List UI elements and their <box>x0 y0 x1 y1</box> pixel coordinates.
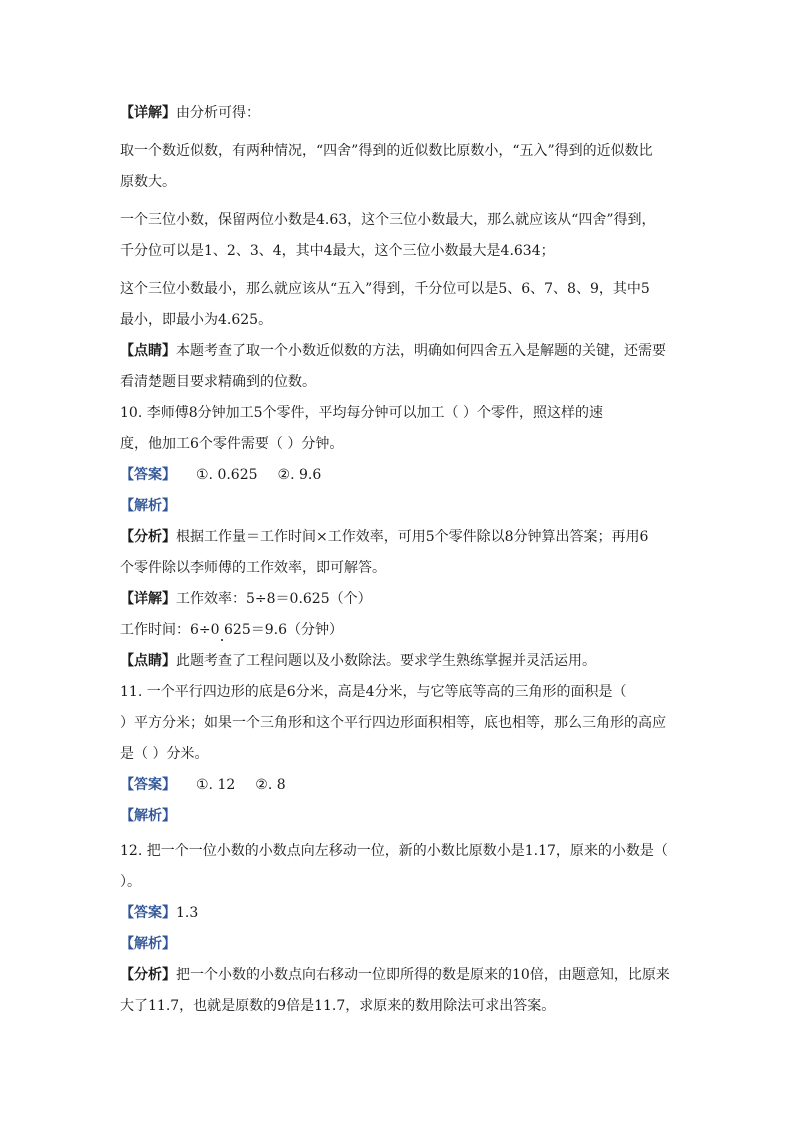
fenxi-line <box>120 528 680 546</box>
fenxi-text: 把一个小数的小数点向右移动一位即所得的数是原来的10倍，由题意知，比原来 <box>176 967 670 983</box>
question-10-line: 10. 李师傅8分钟加工5个零件，平均每分钟可以加工（ ）个零件，照这样的速 <box>120 405 603 421</box>
xiangjie-line <box>120 104 680 122</box>
jiexi-tag: 【解析】 <box>120 936 176 952</box>
paragraph-line: 个零件除以李师傅的工作效率，即可解答。 <box>120 560 386 576</box>
dianjing-tag: 【点睛】 <box>120 653 176 669</box>
jiexi-line <box>120 935 680 953</box>
xiangjie-intro: 由分析可得： <box>176 105 260 121</box>
dianjing-line <box>120 342 680 360</box>
answer-value: ①. 12 <box>196 777 236 793</box>
answer-value: ②. 9.6 <box>277 467 322 483</box>
answer-tag: 【答案】 <box>120 905 176 921</box>
xiangjie-text: 工作效率：5÷8＝0.625（个） <box>176 591 372 607</box>
dianjing-line <box>120 652 680 670</box>
jiexi-tag: 【解析】 <box>120 808 176 824</box>
work-time-b: 625＝9.6（分钟） <box>224 622 343 638</box>
xiangjie-tag: 【详解】 <box>120 591 176 607</box>
dianjing-tag: 【点睛】 <box>120 343 176 359</box>
answer-line <box>120 466 680 484</box>
fenxi-tag: 【分析】 <box>120 529 176 545</box>
paragraph-line: 这个三位小数最小，那么就应该从“五入”得到，千分位可以是5、6、7、8、9，其中5 <box>120 281 650 297</box>
dot-mark <box>220 622 224 638</box>
jiexi-line <box>120 807 680 825</box>
answer-value: 1.3 <box>176 905 199 921</box>
paragraph-line <box>120 621 680 639</box>
work-time-a: 工作时间：6÷0 <box>120 622 220 638</box>
xiangjie-line <box>120 590 680 608</box>
answer-value: ②. 8 <box>255 777 286 793</box>
question-12-line: 12. 把一个一位小数的小数点向左移动一位，新的小数比原数小是1.17，原来的小数是（ <box>120 843 668 859</box>
question-12-line: ）。 <box>120 874 141 890</box>
xiangjie-tag: 【详解】 <box>120 105 176 121</box>
dianjing-text: 本题考查了取一个小数近似数的方法，明确如何四舍五入是解题的关键，还需要 <box>176 343 666 359</box>
question-11-line: 是（ ）分米。 <box>120 746 209 762</box>
paragraph-line: 一个三位小数，保留两位小数是4.63，这个三位小数最大，那么就应该从“四舍”得到， <box>120 212 656 228</box>
paragraph-line: 原数大。 <box>120 174 176 190</box>
fenxi-tag: 【分析】 <box>120 967 176 983</box>
paragraph-line: 千分位可以是1、2、3、4，其中4最大，这个三位小数最大是4.634； <box>120 243 555 259</box>
dianjing-text: 此题考查了工程问题以及小数除法。要求学生熟练掌握并灵活运用。 <box>176 653 596 669</box>
jiexi-line <box>120 497 680 515</box>
paragraph-line: 看清楚题目要求精确到的位数。 <box>120 374 316 390</box>
fenxi-line <box>120 966 680 984</box>
answer-line <box>120 904 680 922</box>
answer-line <box>120 776 680 794</box>
paragraph-line: 取一个数近似数，有两种情况，“四舍”得到的近似数比原数小，“五入”得到的近似数比 <box>120 143 653 159</box>
question-10-line: 度，他加工6个零件需要（ ）分钟。 <box>120 436 344 452</box>
answer-tag: 【答案】 <box>120 467 176 483</box>
answer-tag: 【答案】 <box>120 777 176 793</box>
paragraph-line: 最小，即最小为4.625。 <box>120 312 273 328</box>
answer-value: ①. 0.625 <box>196 467 258 483</box>
jiexi-tag: 【解析】 <box>120 498 176 514</box>
question-11-line: 11. 一个平行四边形的底是6分米，高是4分米，与它等底等高的三角形的面积是（ <box>120 684 627 700</box>
question-11-line: ）平方分米；如果一个三角形和这个平行四边形面积相等，底也相等，那么三角形的高应 <box>120 715 666 731</box>
fenxi-text: 根据工作量＝工作时间×工作效率，可用5个零件除以8分钟算出答案；再用6 <box>176 529 649 545</box>
paragraph-line: 大了11.7，也就是原数的9倍是11.7，求原来的数用除法可求出答案。 <box>120 998 556 1014</box>
